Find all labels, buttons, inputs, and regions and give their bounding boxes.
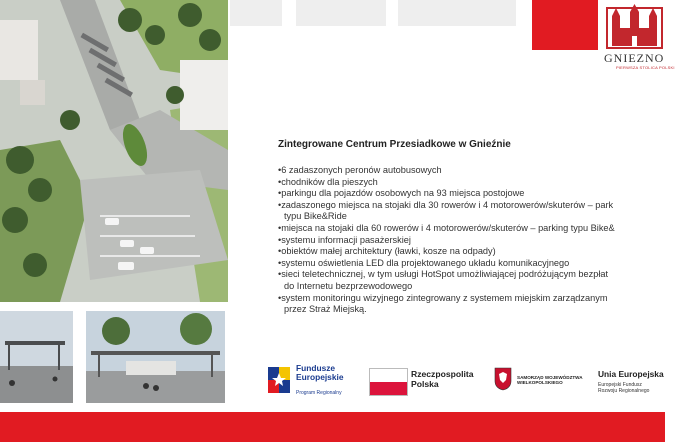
feature-list-item: •systemu oświetlenia LED dla projektowanego układu komunikacyjnego xyxy=(278,257,570,268)
footer-red-bar xyxy=(0,412,665,442)
city-crest-icon xyxy=(604,2,665,50)
station-rendering-thumbnail xyxy=(86,311,225,403)
gniezno-logo xyxy=(604,2,675,82)
aerial-rendering-image xyxy=(0,0,228,302)
header-red-block xyxy=(532,0,598,50)
header-decor-bar xyxy=(398,0,516,26)
feature-list-item: •chodników dla pieszych xyxy=(278,176,378,187)
feature-list-item: przez Straż Miejską. xyxy=(284,304,367,315)
slide-title: Zintegrowane Centrum Przesiadkowe w Gnieźnie xyxy=(278,139,511,150)
fundusze-europejskie-icon xyxy=(268,367,290,393)
feature-list-item: •system monitoringu wizyjnego zintegrowany z systemem miejskim zarządzanym xyxy=(278,292,608,303)
header-decor-bar xyxy=(296,0,386,26)
feature-list xyxy=(278,165,665,316)
rzeczpospolita-polska-label: Rzeczpospolita Polska xyxy=(411,369,474,389)
samorzad-wojewodztwa-label: SAMORZĄD WOJEWÓDZTWA WIELKOPOLSKIEGO xyxy=(517,375,583,386)
feature-list-item: •miejsca na stojaki dla 60 rowerów i 4 motorowerów/skuterów – parking typu Bike& xyxy=(278,222,615,233)
feature-list-item: •obiektów małej architektury (ławki, kosze na odpady) xyxy=(278,246,496,257)
efrr-label: Europejski Fundusz Rozwoju Regionalnego xyxy=(598,382,650,394)
feature-list-item: typu Bike&Ride xyxy=(284,211,347,222)
wielkopolska-crest-icon xyxy=(494,367,512,391)
feature-list-item: •6 zadaszonych peronów autobusowych xyxy=(278,165,442,175)
feature-list-item: do Internetu bezprzewodowego xyxy=(284,280,413,291)
logo-wordmark: GNIEZNO xyxy=(604,51,665,65)
feature-list-item: •parkingu dla pojazdów osobowych na 93 miejsca postojowe xyxy=(278,188,525,199)
fundusze-europejskie-label: Fundusze Europejskie xyxy=(296,363,344,382)
feature-list-item: •zadaszonego miejsca na stojaki dla 30 rowerów i 4 motorowerów/skuterów – park xyxy=(278,199,614,210)
feature-list-item: •sieci teletechnicznej, w tym usługi HotSpot umożliwiającej podróżującym bezpłat xyxy=(278,269,609,280)
program-regionalny-label: Program Regionalny xyxy=(296,390,342,396)
header-decor-bar xyxy=(230,0,282,26)
polish-flag-icon xyxy=(369,368,408,396)
funding-logos xyxy=(268,362,665,400)
logo-tagline: PIERWSZA STOLICA POLSKI xyxy=(616,65,675,70)
unia-europejska-label: Unia Europejska xyxy=(598,369,664,379)
platform-rendering-thumbnail xyxy=(0,311,73,403)
feature-list-item: •systemu informacji pasażerskiej xyxy=(278,234,411,245)
